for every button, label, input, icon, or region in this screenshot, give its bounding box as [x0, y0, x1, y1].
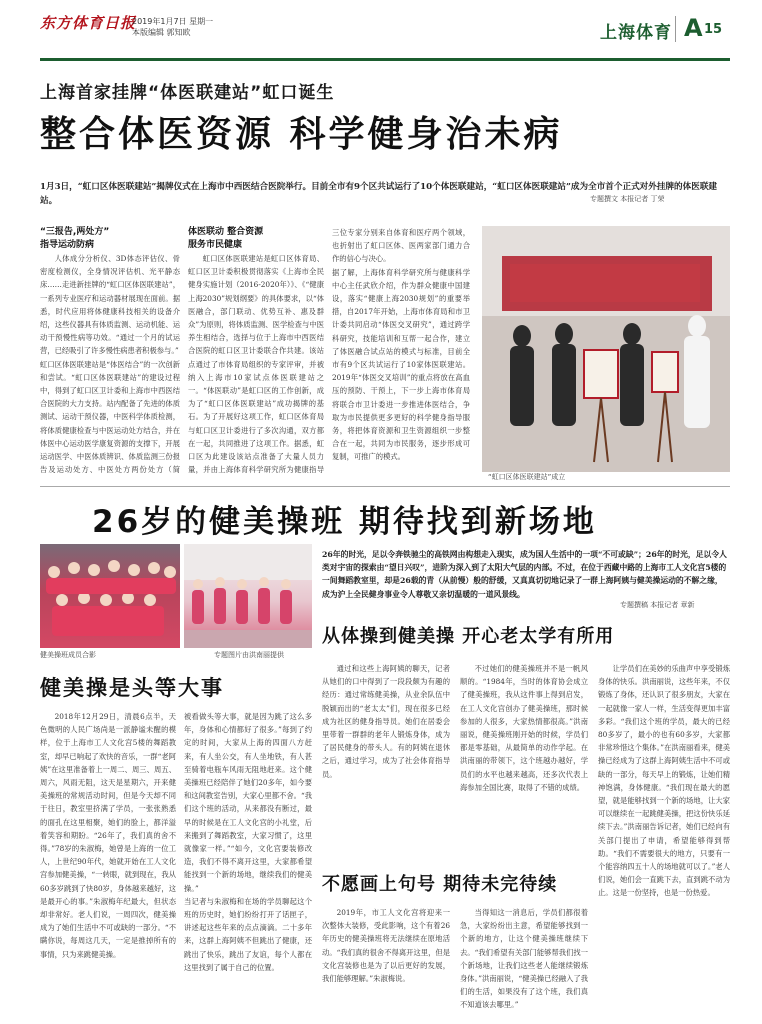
exercise-photo: [184, 544, 312, 648]
article2-subhead-b: 健美操是头等大事: [40, 676, 224, 700]
article1-subhead-2: 体医联动 整合资源 服务市民健康: [188, 227, 264, 250]
article2-column-6: 2019年，市工人文化宫将迎来一次整体大装修，受此影响，这个有着26年历史的健美操班将无法继续在原地活动。“我们真的很舍不得离开这里，但是文化宫装修也是为了以后更好的发展，我们能够理解。”朱淑梅说。: [322, 908, 450, 984]
article2-column-1: 2018年12月29日，清晨6点半，天色微明的人民广场尚是一派静谧未醒的模样，位于上海市工人文化宫5楼的舞蹈教室，却早已响起了欢快的音乐，一群“老阿姨”在这里准备着上一周二、周三、周五、周六，风雨无阻，这天是星期六，开来健美操班的常规活动时间，但是今天却不同于往日，教室里挤满了学员，一张张熟悉的面孔在这里相聚，她们的脸上，都洋溢着笑容和期盼。“26年了，我们真的舍不得。”78岁的朱淑梅，她曾是上海的一位工人，上世纪90年代，她就开始在工人文化宫参加健美操，“一转眼，就到现在，我从60多岁跳到了快80岁，身体越来越好，这是最开心的事。”朱淑梅年纪最大，但状态却非常好。老人们说，一周四次，健美操成为了她们生活中不可或缺的一部分。“不瞒你说，每周这几天，一定是推掉所有的事情，只为来跳健美操。: [40, 712, 176, 959]
article1-headline: 整合体医资源 科学健身治未病: [40, 114, 563, 155]
group-photo: [40, 544, 180, 648]
article1-column-3: 三位专家分别来自体育和医疗两个领域，也折射出了虹口区体、医两家部门通力合作的信心与决心。 据了解，上海体育科学研究所与健康科学中心主任武欣介绍，作为群众健康中国建设，落实“健康上海2030规划”的重要举措，自2017年开始，上海市体育局和市卫计委共同启动“体医交叉研究”，通过跨学科研究，技能培训和互帮一起合作，建立了体医融合试点站的模式与标准，目前全市有9个区共试运行了10家体医联建站。2019年“体医交叉培训”的重点将放在高血压的预防、干预上，下一步上海市体育局将联合市卫计委进一步推进体医结合，争取为市民提供更多更好的科学健身指导服务，将把体育资源和卫生资源组织一步整合在一起，共同为市民服务，逐步形成可复制，可推广的模式。: [332, 228, 470, 462]
article1-photo-caption: “虹口区体医联建站”成立: [488, 473, 566, 481]
article1-credit: 专题撰文 本报记者 丁荣: [590, 195, 665, 203]
issue-date: 2019年1月7日 星期一: [132, 17, 214, 26]
article1-column-1: [40, 226, 180, 474]
article1-column-2: [188, 226, 324, 474]
article2-column-4: 不过她们的健美操班并不是一帆风顺的。“1984年，当时的体育协会成立了健美操班，我从这件事上得到启发，在工人文化宫创办了健美操班，那时候参加的人很多，大家热情都很高。”洪南丽说，健美操班刚开始的时候，学员们都是零基础，从最简单的动作学起。在洪南丽的带领下，这个班越办越好，学员们的水平也越来越高，还多次代表上海参加全国比赛，取得了不错的成绩。: [460, 664, 588, 792]
article2-column-7: 当得知这一消息后，学员们都很着急，大家纷纷出主意，希望能够找到一个新的地方，让这个健美操班继续下去。“我们希望有关部门能够帮我们找一个新场地，让我们这些老人能继续锻炼身体。”洪南丽说，“健美操已经融入了我们的生活，如果没有了这个班，我们真不知道该去哪里。”: [460, 908, 588, 1010]
article2-subhead-a: 从体操到健美操 开心老太学有所用: [322, 626, 615, 647]
article1-col1-text: 人体成分分析仪、3D体态评估仪、骨密度检测仪，全身情况评估机、光平静态床……走进新挂牌的“虹口区体医联建站”，一系列专业医疗和运动器材展现在面前。据悉，时代应用将体健康科技相关的设备介绍，这些仪器具有体质监测、运动机能、运动干预慢性病等功效。“通过一个月的试运营，已经吸引了许多慢性病患者积极参与。” 虹口区体医联建站是“体医结合”的一次创新和尝试。“虹口区体医联建站”的建设过程中，得到了虹口区卫计委和上海市中西医结合医院的大力支持。站内配备了先进的体质测试、运动干预仪器，中医科学体质检测，将体质健康检查与中医运动处方结合，并在体医中心运动医学康复资源的支撑下，开展运动医学、中医体质辨识、体质监测三份报告及运动处方、中医处方两份处方（简: [40, 254, 180, 474]
article2-credit: 专题撰稿 本报记者 章新: [620, 601, 695, 609]
article2-lead: 26年的时光，足以令奔铁驰尘的高铁网由构想走入现实，成为国人生活中的一项“不可或缺”；26年的时光，足以令人类对宇宙的探索由“望日兴叹”，进阶为深入到了太阳大气层的内部。不过，在位于西藏中路的上海市工人文化宫5楼的一间舞蹈教室里，却是26载的青（从前慢）般的舒缓，又真真切切地记录了一群上海阿姨与健美操运动的不解之缘，成为沪上全民健身事业令人尊敬又亲切温暖的一道风景线。: [322, 550, 727, 599]
article1-photo: [482, 226, 730, 472]
article2-photo-caption-right: 专题图片由洪南丽提供: [214, 651, 284, 659]
section-label: 上海体育: [600, 23, 672, 43]
article2-column-3: 通过和这些上海阿姨的聊天，记者从她们的口中得到了一段段颇为有趣的经历：通过常练健美操，从业余队伍中脱颖而出的“老太太”们，现在很多已经成为社区的健身指导员。她们在居委会里带着一群群的老年人锻炼身体，成为了居民健身的带头人。有的阿姨在退休之后，通过学习，成为了社会体育指导员。: [322, 664, 450, 779]
page-letter: A: [684, 14, 703, 42]
masthead: [40, 6, 730, 56]
article2-column-2: 被看做头等大事，就是因为跳了这么多年，身体和心情都好了很多。”每到了约定的时间，大家从上海的四面八方赶来，有人坐公交，有人坐地铁，有人甚至骑着电瓶车风雨无阻地赶来。这个健美操班已经陪伴了她们20多年，如今要和这间教室告别，大家心里都不舍。“我们这个班的活动，从来都没有断过，最早的时候是在工人文化宫的小礼堂，后来搬到了舞蹈教室，大家习惯了，这里就像家一样。”“如今，文化宫要装修改造，我们不得不离开这里，大家都希望能找到一个新的场地，继续我们的健美操。” 当记者与朱淑梅和在场的学员聊起这个班的历史时，她们纷纷打开了话匣子，讲述起这些年来的点点滴滴。二十多年来，这群上海阿姨不但跳出了健康，还跳出了快乐，跳出了友谊，每个人都在这里找到了属于自己的位置。: [184, 712, 312, 972]
article2-column-5: 让学员们在美妙的乐曲声中享受锻炼身体的快乐。洪南丽说，这些年来，不仅锻炼了身体，还认识了很多朋友，大家在一起就像一家人一样，生活变得更加丰富多彩。“我们这个班的学员，最大的已经80多岁了，最小的也有60多岁，大家都非常珍惜这个集体。”在洪南丽看来，健美操已经成为了这群上海阿姨生活中不可或缺的一部分，每天早上的锻炼，让她们精神饱满，身体健康。“我们现在最大的愿望，就是能够找到一个新的场地，让大家可以继续在一起跳健美操，把这份快乐延续下去。”洪南丽告诉记者，她们已经向有关部门提出了申请，希望能够得到帮助。“我们不需要很大的地方，只要有一个能容纳四五十人的场地就可以了。”老人们说，她们会一直跳下去，直到跳不动为止。这是一份坚持，也是一份热爱。: [598, 664, 730, 898]
header-rule: [40, 58, 730, 61]
article2-headline: 26岁的健美操班 期待找到新场地: [92, 504, 597, 540]
ceremony-photo-illustration: [482, 226, 730, 472]
article2-photo-caption-left: 健美操班成员合影: [40, 651, 96, 659]
article1-kicker: 上海首家挂牌“体医联建站”虹口诞生: [40, 83, 335, 103]
article1-lead: 1月3日，“虹口区体医联建站”揭牌仪式在上海市中西医结合医院举行。目前全市有9个区共试运行了10个体医联建站，“虹口区体医联建站”成为全市首个正式对外挂牌的体医联建站。: [40, 182, 718, 206]
article-divider: [40, 486, 730, 487]
article2-subhead-c: 不愿画上句号 期待未完待续: [322, 874, 558, 895]
header-meta: [132, 16, 213, 38]
article1-subhead-1: “三报告,两处方” 指导运动防病: [40, 227, 110, 250]
page-editor: 本版编辑 郭知欧: [132, 28, 191, 37]
article2-photos: [40, 544, 312, 648]
article1-col2-text: 虹口区体医联建站是虹口区体育局、虹口区卫计委积极贯彻落实《上海市全民健身实施计划（2016-2020年）》、《“健康上海2030”规划纲要》的具体要求，以“体医融合，部门联动、优势互补、惠及群众”为原则，将体质监测、医学检查与中医养生相结合，选择与位于上海市中西医结合医院的虹口区卫计委联合作共建。该站点通过了市体育局组织的专家评审，并被纳入上海市10家试点体医联建站之一。“体医联动”是虹口区的工作创新，成为了“虹口区体医联建站”成功揭牌的基石。为了开展好这项工作，虹口区体育局与虹口区卫计委进行了多次沟通，双方都在一起，共同推进了这项工作。据悉，虹口区为此建设该站点准备了大量人员力量，并由上海体育科学研究所为健康指导: [188, 254, 324, 474]
page-number: 15: [704, 22, 723, 37]
newspaper-brand: 东方体育日报: [40, 14, 137, 32]
page-number-box: [675, 16, 730, 42]
